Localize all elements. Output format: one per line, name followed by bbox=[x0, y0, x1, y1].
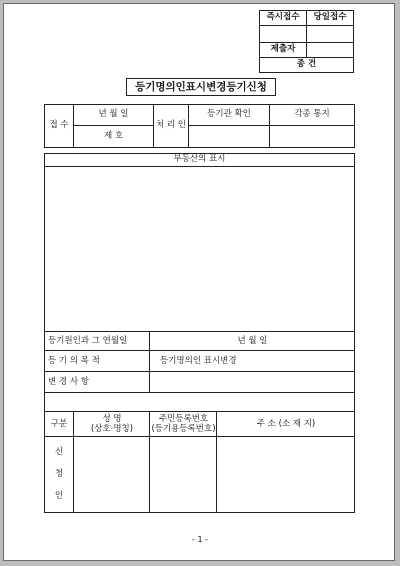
notices-label: 각종 통지 bbox=[269, 104, 355, 126]
receipt-number[interactable]: 제 호 bbox=[73, 125, 154, 148]
id-header-line2: (등기용등록번호) bbox=[151, 423, 216, 434]
applicant-char-2: 청 bbox=[54, 469, 64, 480]
address-header: 주 소 (소 재 지) bbox=[216, 411, 355, 437]
cause-date-value[interactable]: 년 월 일 bbox=[149, 331, 355, 351]
receipt-label: 접 수 bbox=[44, 104, 74, 148]
name-header-line1: 성 명 bbox=[102, 413, 122, 424]
form-title: 등기명의인표시변경등기신청 bbox=[126, 78, 276, 96]
purpose-value[interactable]: 등기명의인 표시변경 bbox=[149, 350, 355, 372]
sameday-receipt-field[interactable] bbox=[306, 25, 354, 43]
applicant-name-field[interactable] bbox=[73, 436, 150, 513]
blank-row[interactable] bbox=[44, 392, 355, 412]
cause-date-label: 등기원인과 그 연월일 bbox=[44, 331, 150, 351]
receipt-date[interactable]: 년 월 일 bbox=[73, 104, 154, 126]
form-page bbox=[3, 3, 395, 561]
name-header bbox=[73, 411, 150, 437]
processor-label: 처 리 인 bbox=[153, 104, 189, 148]
name-header-line2: (상호·명칭) bbox=[90, 423, 134, 434]
property-description-area[interactable] bbox=[44, 166, 355, 332]
change-items-label: 변 경 사 항 bbox=[44, 371, 150, 393]
notices-field[interactable] bbox=[269, 125, 355, 148]
change-items-value[interactable] bbox=[149, 371, 355, 393]
applicant-char-3: 인 bbox=[54, 490, 64, 501]
applicant-address-field[interactable] bbox=[216, 436, 355, 513]
instant-receipt-label: 즉시접수 bbox=[259, 10, 307, 26]
property-section-label: 부동산의 표시 bbox=[173, 154, 226, 165]
sameday-receipt-label: 당일접수 bbox=[306, 10, 354, 26]
instant-receipt-field[interactable] bbox=[259, 25, 307, 43]
applicant-label bbox=[44, 436, 74, 513]
applicant-id-field[interactable] bbox=[149, 436, 217, 513]
registry-check-field[interactable] bbox=[188, 125, 270, 148]
division-header: 구분 bbox=[44, 411, 74, 437]
page-number: - 1 - bbox=[192, 535, 208, 545]
submitter-label: 제출자 bbox=[259, 42, 307, 58]
id-header-line1: 주민등록번호 bbox=[158, 413, 209, 424]
purpose-label: 등 기 의 목 적 bbox=[44, 350, 150, 372]
id-number-header bbox=[149, 411, 217, 437]
document-count: 종 건 bbox=[259, 57, 354, 73]
submitter-field[interactable] bbox=[306, 42, 354, 58]
applicant-char-1: 신 bbox=[54, 447, 64, 458]
registry-check-label: 등기관 확인 bbox=[188, 104, 270, 126]
